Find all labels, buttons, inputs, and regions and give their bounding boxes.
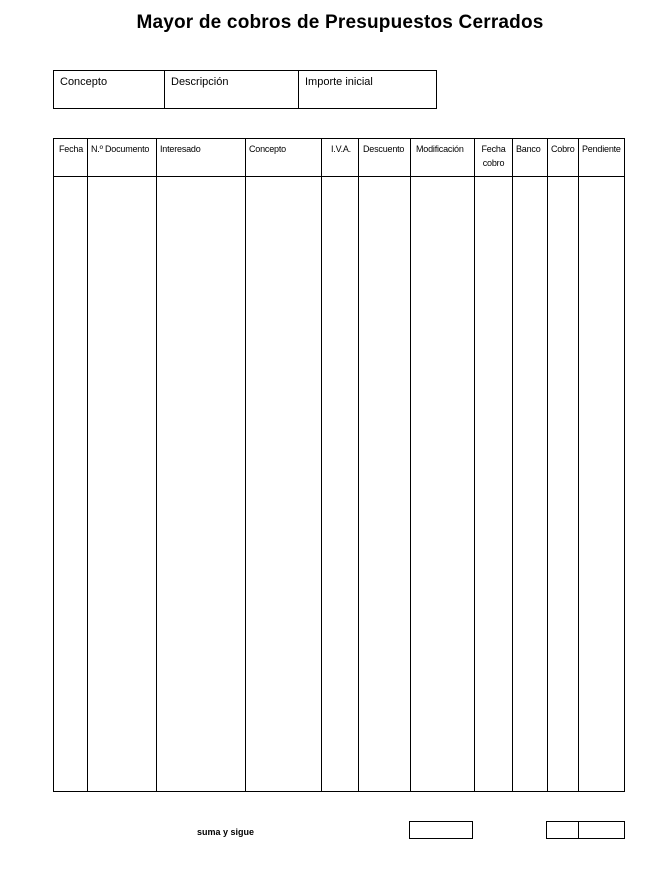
suma-y-sigue-label: suma y sigue	[197, 827, 255, 837]
column-divider	[87, 139, 88, 791]
importe-inicial-label: Importe inicial	[305, 76, 373, 88]
column-header-fecha: Fecha	[59, 144, 84, 154]
column-header-cobro: Cobro	[551, 144, 575, 154]
column-divider	[512, 139, 513, 791]
column-divider	[358, 139, 359, 791]
page-title: Mayor de cobros de Presupuestos Cerrados	[136, 12, 544, 33]
column-header-fecha-cobro	[475, 142, 512, 170]
concepto-label: Concepto	[60, 76, 108, 88]
column-divider	[245, 139, 246, 791]
column-header-iva: I.V.A.	[331, 144, 351, 154]
column-header-banco: Banco	[516, 144, 541, 154]
concepto-field[interactable]	[54, 71, 165, 108]
column-header-fecha-cobro-line2: cobro	[482, 158, 505, 168]
cobro-pendiente-total-box[interactable]	[546, 821, 625, 839]
importe-inicial-field[interactable]	[299, 71, 436, 108]
column-header-interesado: Interesado	[160, 144, 201, 154]
descripcion-label: Descripción	[171, 76, 229, 88]
total-box-divider	[578, 822, 579, 838]
column-header-modificacion: Modificación	[416, 144, 464, 154]
column-divider	[156, 139, 157, 791]
modificacion-total-box[interactable]	[409, 821, 473, 839]
column-divider	[547, 139, 548, 791]
header-fields-box	[53, 70, 437, 109]
column-header-fecha-cobro-line1: Fecha	[481, 144, 506, 154]
descripcion-field[interactable]	[165, 71, 299, 108]
column-divider	[410, 139, 411, 791]
column-header-num-documento: N.º Documento	[91, 144, 150, 154]
column-header-concepto: Concepto	[249, 144, 286, 154]
column-header-descuento: Descuento	[363, 144, 405, 154]
ledger-table	[53, 138, 625, 792]
column-divider	[474, 139, 475, 791]
column-header-pendiente: Pendiente	[582, 144, 621, 154]
column-divider	[321, 139, 322, 791]
column-divider	[578, 139, 579, 791]
